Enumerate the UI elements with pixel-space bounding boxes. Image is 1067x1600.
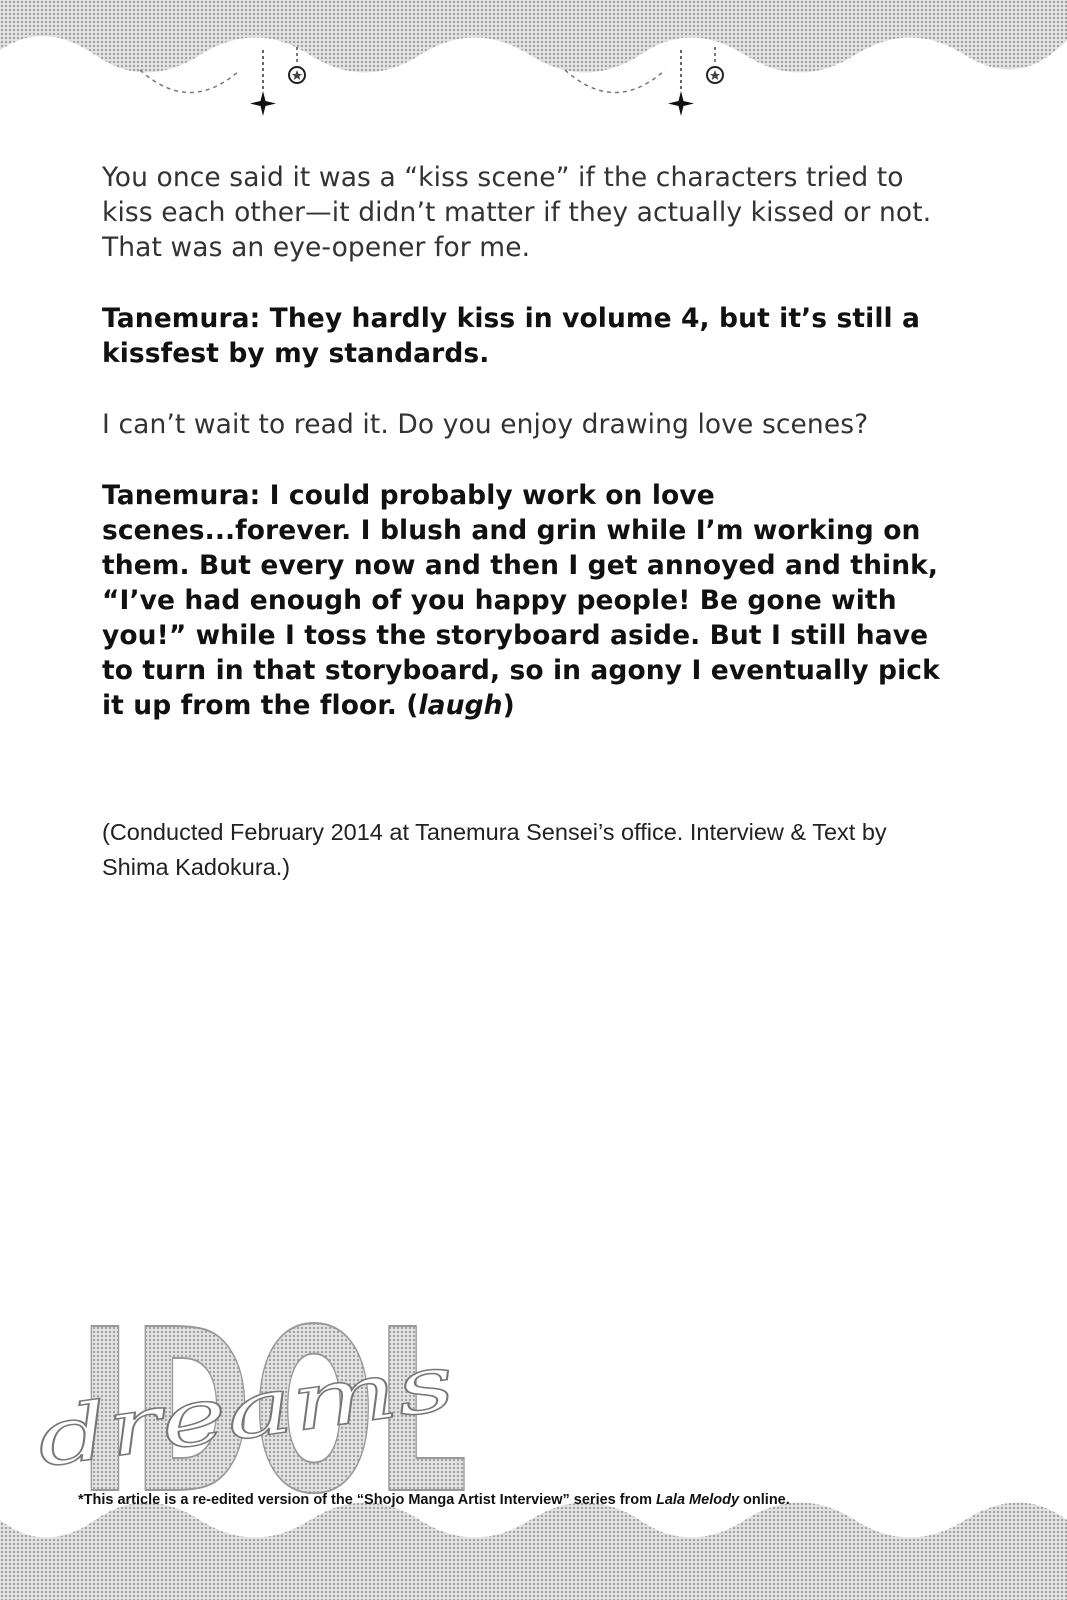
answer-text: I could probably work on love scenes...forever. I blush and grin while I’m working on them. But every now and then I get annoyed and think, “I’ve had enough of you happy people! Be gone with you!” while I toss the storyboard aside. But I still have to turn in that storyboard, so in agony I eventually pick it up from the floor. ( <box>102 480 940 721</box>
footnote <box>78 1492 790 1508</box>
interview-credit: (Conducted February 2014 at Tanemura Sensei’s office. Interview & Text by Shima Kadokura.) <box>102 819 887 880</box>
answer-text-end: ) <box>502 690 515 721</box>
interview-body <box>102 160 947 759</box>
artist-answer-2 <box>102 478 947 723</box>
logo-word-idol: IDOL <box>78 1290 468 1530</box>
answer-italic-laugh: laugh <box>418 690 503 721</box>
logo-word-dreams: dreams <box>31 1355 335 1486</box>
interviewer-question-2: I can’t wait to read it. Do you enjoy drawing love scenes? <box>102 409 869 440</box>
interviewer-question-1: You once said it was a “kiss scene” if the characters tried to kiss each other—it didn’t matter if they actually kissed or not. That was an eye-opener for me. <box>102 162 932 263</box>
artist-answer-1 <box>102 301 947 371</box>
answer-text: They hardly kiss in volume 4, but it’s still a kissfest by my standards. <box>102 303 920 369</box>
footnote-text: *This article is a re-edited version of the “Shojo Manga Artist Interview” series from <box>78 1492 657 1508</box>
speaker-label: Tanemura: <box>102 303 261 334</box>
footnote-end: online. <box>739 1492 790 1508</box>
hanging-stars-left-icon <box>245 45 315 120</box>
hanging-stars-right-icon <box>663 45 733 120</box>
dashed-garland-right <box>555 40 675 120</box>
speaker-label: Tanemura: <box>102 480 261 511</box>
footnote-italic: Lala Melody <box>656 1492 740 1508</box>
dashed-garland-left <box>130 40 250 120</box>
